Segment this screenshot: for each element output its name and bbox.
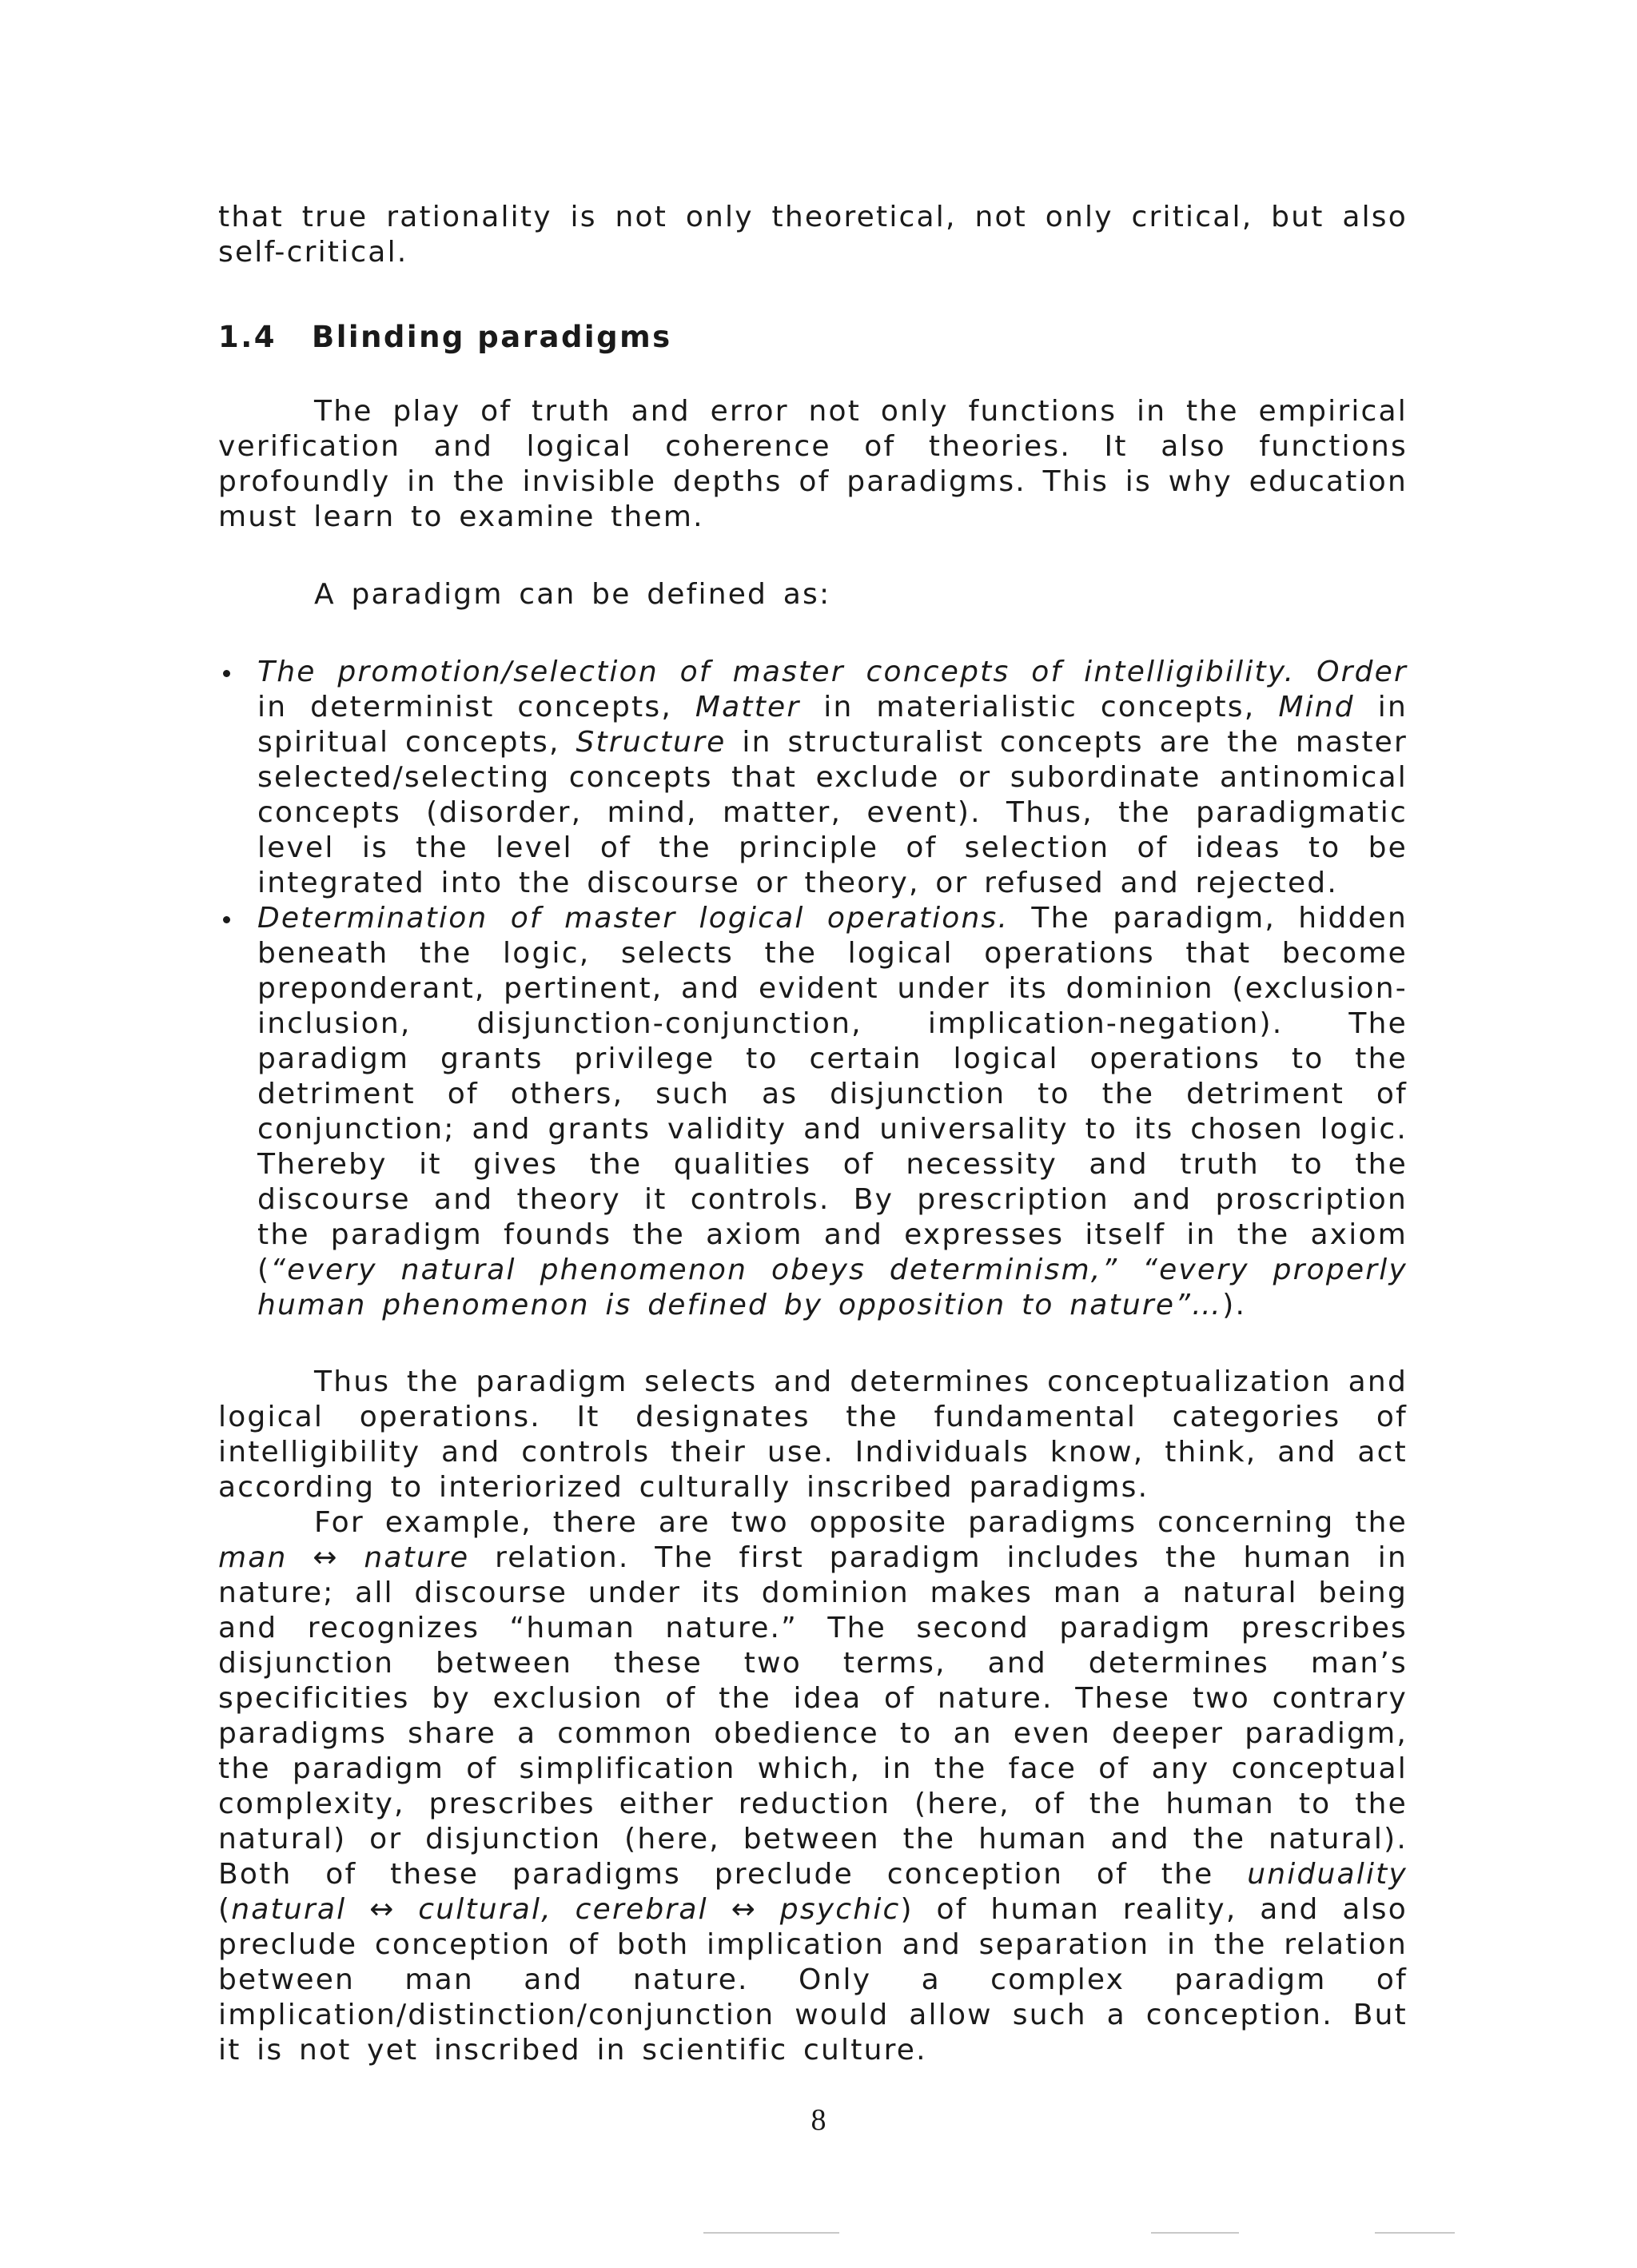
bullet-2-close: ). — [1222, 1289, 1247, 1321]
paragraph-example — [218, 1505, 1408, 2068]
paragraph-play-of-truth: The play of truth and error not only functions in the empirical verification and logical coherence of theories. It also functions profoundly in the invisible depths of paradigms. This is why education must learn to examine them. — [218, 395, 1408, 533]
bullet-2-body: The paradigm, hidden beneath the logic, selects the logical operations that become preponderant, pertinent, and evident under its dominion (exclusion-inclusion, disjunction-conjunction, implication-negation). The paradigm grants privilege to certain logical operations to the detriment of others, such as disjunction to the detriment of conjunction; and grants validity and universality to its chosen logic. Thereby it gives the qualities of necessity and truth to the discourse and theory it controls. By prescription and proscription the paradigm founds the axiom and expresses itself in the axiom ( — [257, 902, 1408, 1286]
bullet-1-text-part: in determinist concepts, — [257, 691, 695, 723]
bullet-icon — [223, 670, 230, 677]
bullet-1-text-part: in structuralist concepts are the master selected/selecting concepts that exclude or subordinate antinomical concepts (disorder, mind, matter, event). Thus, the paradigmatic level is the level of the principle of selection of ideas to be integrated into the discourse or theory, or refused and rejected. — [257, 726, 1408, 899]
scan-artifact-line — [1375, 2232, 1455, 2234]
example-text-part: For example, there are two opposite paradigms concerning the — [314, 1506, 1408, 1539]
term-order: Order — [1316, 656, 1408, 688]
natural-cultural-relation: natural ↔ cultural, cerebral ↔ psychic — [231, 1893, 901, 1926]
example-text-part: ( — [218, 1893, 232, 1926]
man-nature-relation: man ↔ nature — [218, 1541, 470, 1574]
axiom-quote-1: “every natural phenomenon obeys determinism,” — [270, 1254, 1119, 1286]
bullet-1-text — [257, 655, 1408, 901]
section-heading — [218, 320, 1408, 354]
section-number: 1.4 — [218, 320, 277, 354]
paradigm-definition-intro: A paradigm can be defined as: — [314, 578, 831, 611]
bullet-1-text-part: in materialistic concepts, — [800, 691, 1279, 723]
quote-separator — [1118, 1254, 1142, 1286]
section-title: Blinding paradigms — [312, 320, 672, 354]
definition-list — [218, 655, 1408, 1323]
axiom-quote-2: “every properly human phenomenon is defined by opposition to nature”… — [257, 1254, 1408, 1321]
bullet-2-text — [257, 901, 1408, 1323]
example-text-part: ) of human reality, and also preclude conception of both implication and separation in the relation between man and nature. Only a complex paradigm of implication/distinction/conjunction would allow such a conception. But it is not yet inscribed in scientific culture. — [218, 1893, 1408, 2067]
term-uniduality: uniduality — [1247, 1858, 1408, 1891]
example-text-part: relation. The first paradigm includes the human in nature; all discourse under its dominion makes man a natural being and recognizes “human nature.” The second paradigm prescribes disjunction between these two terms, and determines man’s specificities by exclusion of the idea of nature. These two contrary paradigms share a common obedience to an even deeper paradigm, the paradigm of simplification which, in the face of any conceptual complexity, prescribes either reduction (here, of the human to the natural) or disjunction (here, between the human and the natural). Both of these paradigms preclude conception of the — [218, 1541, 1408, 1891]
scan-artifact-line — [1151, 2232, 1239, 2234]
scan-artifact-line — [703, 2232, 839, 2234]
paragraph-thus: Thus the paradigm selects and determines conceptualization and logical operations. It designates the fundamental categories of intelligibility and controls their use. Individuals know, think, and act according to interiorized culturally inscribed paradigms. — [218, 1365, 1408, 1504]
page-number: 8 — [811, 2103, 826, 2137]
term-mind: Mind — [1278, 691, 1355, 723]
term-matter: Matter — [695, 691, 801, 723]
opening-paragraph: that true rationality is not only theoretical, not only critical, but also self-critical. — [218, 201, 1408, 269]
bullet-1-text-part: in spiritual concepts, — [257, 691, 1408, 759]
bullet-1-lead: The promotion/selection of master concepts of intelligibility. — [257, 656, 1296, 688]
bullet-icon — [223, 916, 230, 923]
list-item — [218, 901, 1408, 1323]
bullet-2-lead: Determination of master logical operations. — [257, 902, 1010, 935]
list-item — [218, 655, 1408, 901]
page-body — [218, 200, 1408, 2068]
term-structure: Structure — [576, 726, 727, 759]
